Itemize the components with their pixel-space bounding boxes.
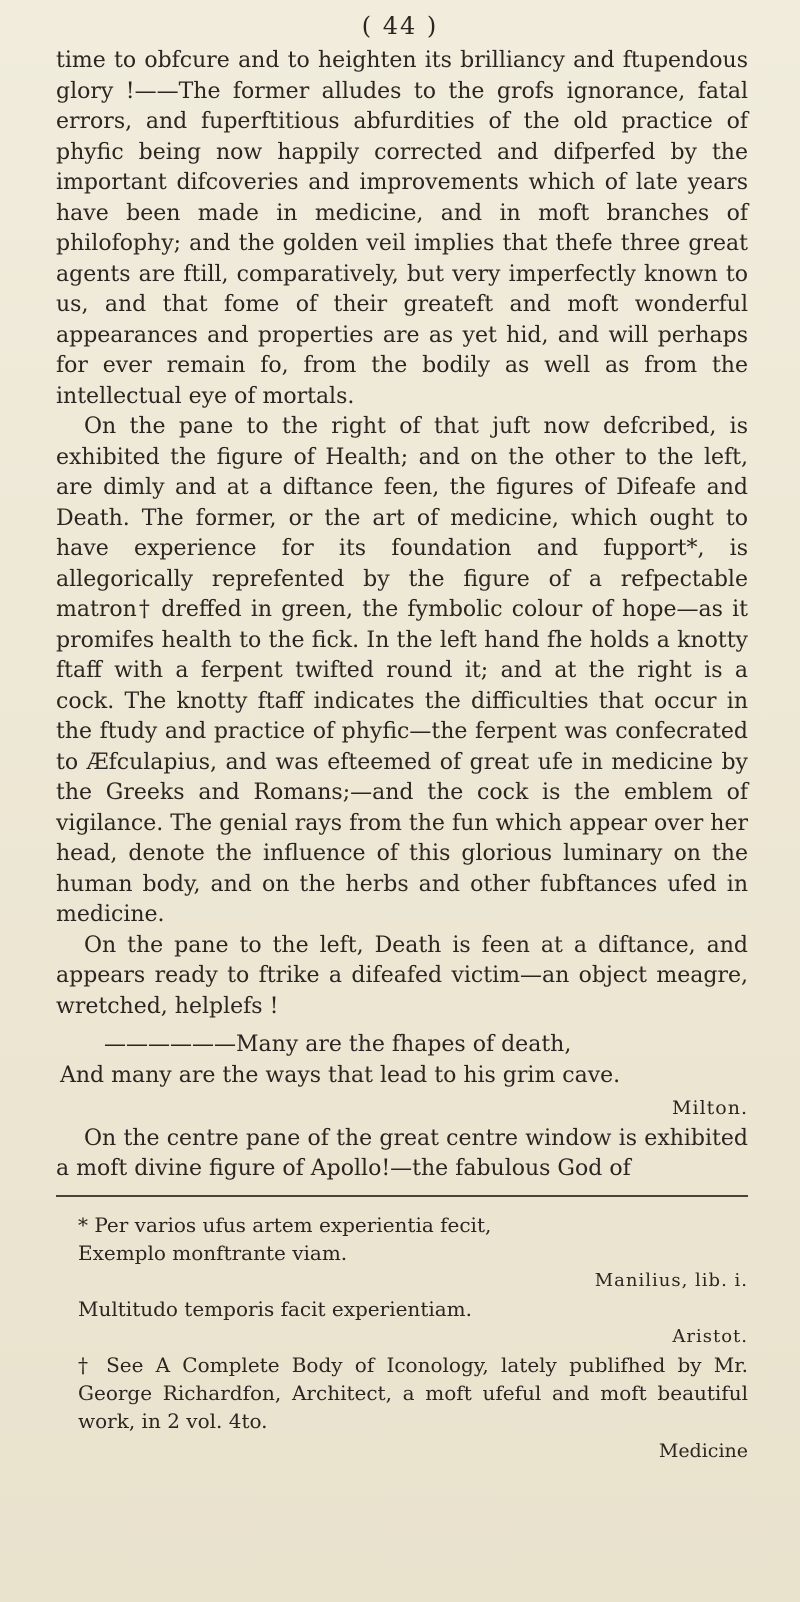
verse-line-2: And many are the ways that lead to his grim cave. — [60, 1062, 621, 1088]
footnote-2: † See A Complete Body of Iconology, lately publifhed by Mr. George Richardfon, Architect, a moft ufeful and moft beautiful work, in 2 vol. 4to. — [78, 1352, 748, 1433]
catchword: Medicine — [658, 1439, 748, 1462]
verse-line-1: ——————Many are the fhapes of death, — [104, 1032, 572, 1057]
footnote-1-line-1: * Per varios ufus artem experientia fecit, — [78, 1212, 492, 1237]
footnote-1-line-2: Exemplo monftrante viam. — [78, 1240, 348, 1265]
page-number: ( 44 ) — [361, 12, 439, 40]
footnote-rule — [56, 1195, 748, 1197]
footnote-1-attribution: Manilius, lib. i. — [594, 1269, 748, 1291]
paragraph-2: On the pane to the right of that juft now defcribed, is exhibited the figure of Health; and on the other to the left, are dimly and at a diftance feen, the figures of Difeafe and Death. The former, or the art of medicine, which ought to have experience for its foundation and fupport*, is allegorically reprefented by the figure of a refpectable matron† dreffed in green, the fymbolic colour of hope—as it promifes health to the fick. In the left hand fhe holds a knotty ftaff with a ferpent twifted round it; and at the right is a cock. The knotty ftaff indicates the difficulties that occur in the ftudy and practice of phyfic—the ferpent was confecrated to Æfculapius, and was efteemed of great ufe in medicine by the Greeks and Romans;—and the cock is the emblem of vigilance. The genial rays from the fun which appear over her head, denote the influence of this glorious luminary on the human body, and on the herbs and other fubftances ufed in medicine. — [56, 414, 748, 927]
footnote-1-attribution-2: Aristot. — [672, 1325, 748, 1347]
verse-quotation — [56, 1030, 748, 1124]
paragraph-4: On the centre pane of the great centre window is exhibited a moft divine figure of Apollo!—the fabulous God of — [56, 1125, 748, 1181]
paragraph-1: time to obfcure and to heighten its brilliancy and ftupendous glory !——The former alludes to the grofs ignorance, fatal errors, and fuperftitious abfurdities of the old practice of phyfic being now happily corrected and difperfed by the important difcoveries and improvements which of late years have been made in medicine, and in moft branches of philofophy; and the golden veil implies that thefe three great agents are ftill, comparatively, but very imperfectly known to us, and that fome of their greateft and moft wonderful appearances and properties are as yet hid, and will perhaps for ever remain fo, from the bodily as well as from the intellectual eye of mortals. — [56, 48, 748, 409]
verse-attribution: Milton. — [672, 1097, 748, 1119]
paragraph-3: On the pane to the left, Death is feen at a diftance, and appears ready to ftrike a difeafed victim—an object meagre, wretched, helplefs ! — [56, 932, 748, 1019]
footnotes — [56, 1211, 748, 1465]
footnote-1-line-3: Multitudo temporis facit experientiam. — [78, 1296, 472, 1321]
body-text — [56, 46, 748, 1465]
